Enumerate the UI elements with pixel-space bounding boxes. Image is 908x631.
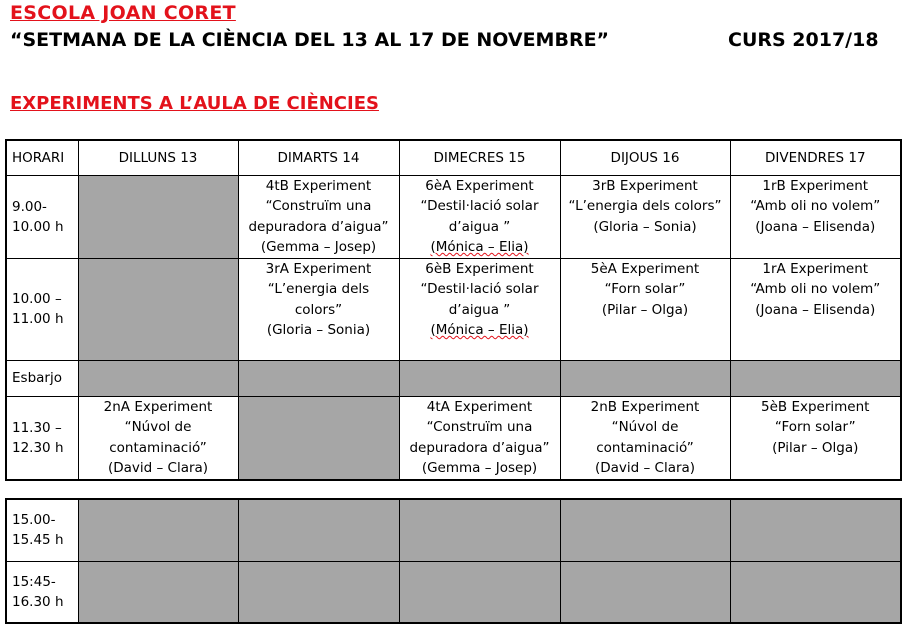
experiment-cell: 3rB Experiment “L’energia dels colors” (Gloria – Sonia) xyxy=(560,175,730,258)
empty-slot xyxy=(560,561,730,623)
empty-slot xyxy=(238,360,399,396)
experiment-cell: 6èB Experiment “Destil·lació solar d’aigua ” (Mónica – Elia) xyxy=(399,258,560,360)
school-name: ESCOLA JOAN CORET xyxy=(10,2,236,24)
empty-slot xyxy=(730,499,901,561)
experiment-cell: 2nB Experiment “Núvol de contaminació” (David – Clara) xyxy=(560,396,730,480)
experiment-cell: 5èA Experiment “Forn solar” (Pilar – Olga) xyxy=(560,258,730,360)
experiment-cell: 3rA Experiment “L’energia dels colors” (Gloria – Sonia) xyxy=(238,258,399,360)
empty-slot xyxy=(238,561,399,623)
experiment-cell: 2nA Experiment “Núvol de contaminació” (David – Clara) xyxy=(78,396,238,480)
week-title: “SETMANA DE LA CIÈNCIA DEL 13 AL 17 DE NOVEMBRE” xyxy=(10,29,610,51)
schedule-row xyxy=(6,175,901,258)
empty-slot xyxy=(78,175,238,258)
experiment-cell: 5èB Experiment “Forn solar” (Pilar – Olga) xyxy=(730,396,901,480)
experiment-cell: 6èA Experiment “Destil·lació solar d’aigua ” (Mónica – Elia) xyxy=(399,175,560,258)
day-header: DIJOUS 16 xyxy=(560,140,730,175)
day-header: DILLUNS 13 xyxy=(78,140,238,175)
time-slot: 11.30 – 12.30 h xyxy=(6,396,78,480)
horari-header: HORARI xyxy=(6,140,78,175)
empty-slot xyxy=(78,561,238,623)
school-year: CURS 2017/18 xyxy=(728,29,879,51)
time-slot: 10.00 – 11.00 h xyxy=(6,258,78,360)
morning-schedule-table xyxy=(5,139,902,481)
time-slot: Esbarjo xyxy=(6,360,78,396)
empty-slot xyxy=(399,561,560,623)
break-row xyxy=(6,360,901,396)
header-row xyxy=(6,140,901,175)
schedule-row xyxy=(6,499,901,561)
empty-slot xyxy=(560,360,730,396)
schedule-row xyxy=(6,561,901,623)
schedule-row xyxy=(6,258,901,360)
empty-slot xyxy=(78,499,238,561)
empty-slot xyxy=(560,499,730,561)
time-slot: 15:45- 16.30 h xyxy=(6,561,78,623)
empty-slot xyxy=(399,360,560,396)
time-slot: 9.00- 10.00 h xyxy=(6,175,78,258)
empty-slot xyxy=(399,499,560,561)
experiment-cell: 1rB Experiment “Amb oli no volem” (Joana – Elisenda) xyxy=(730,175,901,258)
empty-slot xyxy=(730,561,901,623)
empty-slot xyxy=(238,396,399,480)
experiment-cell: 4tB Experiment “Construïm una depuradora d’aigua” (Gemma – Josep) xyxy=(238,175,399,258)
experiment-cell: 1rA Experiment “Amb oli no volem” (Joana – Elisenda) xyxy=(730,258,901,360)
day-header: DIMARTS 14 xyxy=(238,140,399,175)
schedule-row xyxy=(6,396,901,480)
time-slot: 15.00- 15.45 h xyxy=(6,499,78,561)
empty-slot xyxy=(730,360,901,396)
empty-slot xyxy=(78,258,238,360)
empty-slot xyxy=(238,499,399,561)
day-header: DIMECRES 15 xyxy=(399,140,560,175)
day-header: DIVENDRES 17 xyxy=(730,140,901,175)
empty-slot xyxy=(78,360,238,396)
afternoon-schedule-table xyxy=(5,498,902,624)
section-title: EXPERIMENTS A L’AULA DE CIÈNCIES xyxy=(10,93,379,114)
experiment-cell: 4tA Experiment “Construïm una depuradora d’aigua” (Gemma – Josep) xyxy=(399,396,560,480)
